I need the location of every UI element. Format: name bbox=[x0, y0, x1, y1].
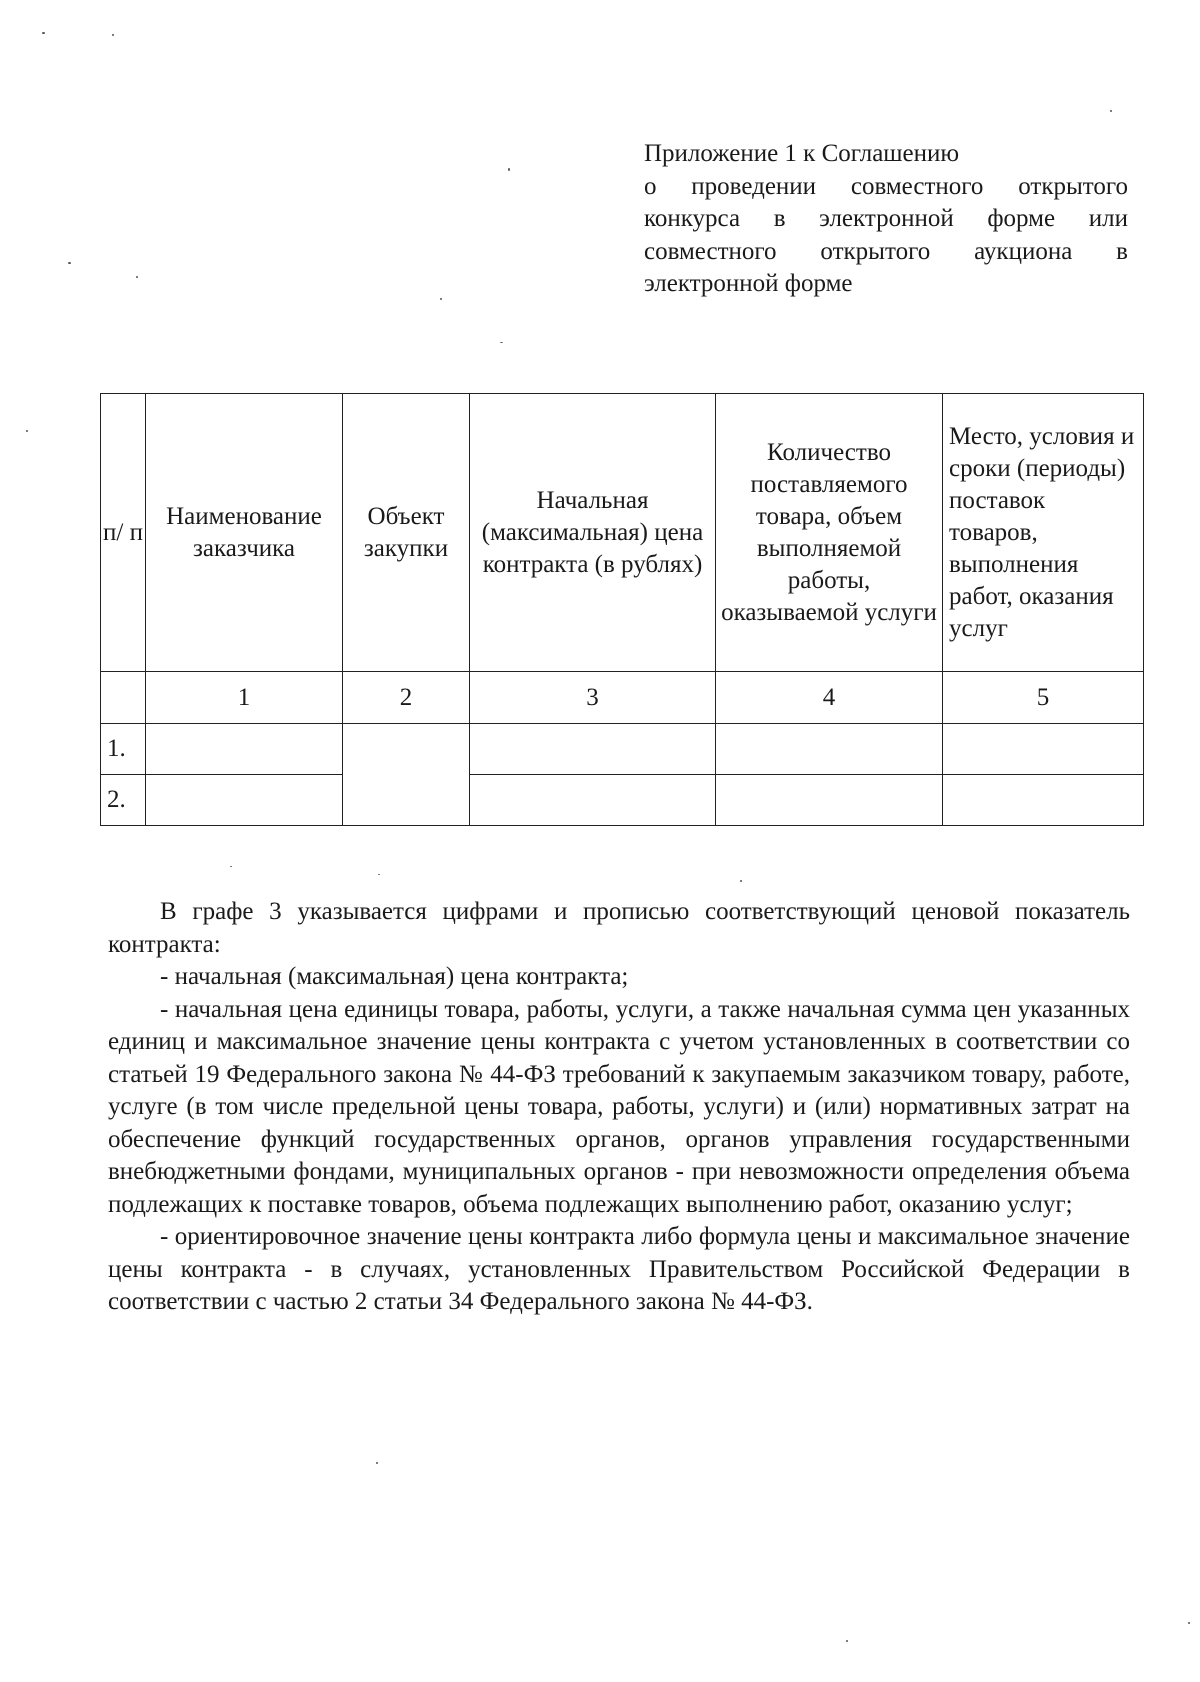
paragraph: - начальная цена единицы товара, работы, услуги, а также начальная сумма цен указанных единиц и максимальное значение цены контракта с учетом установленных в соответствии со статьей 19 Федерального закона № 44-ФЗ требований к закупаемым заказчиком товару, работе, услуге (в том числе предельной цены товара, работы, услуги) и (или) нормативных затрат на обеспечение функций государственных органов, органов управления государственными внебюджетными фондами, муниципальных органов - при невозможности определения объема подлежащих к поставке товаров, объема подлежащих выполнению работ, оказанию услуг; bbox=[108, 995, 1130, 1218]
column-number: 3 bbox=[470, 672, 716, 724]
table-cell bbox=[470, 775, 716, 826]
table-row bbox=[101, 724, 1144, 775]
scan-speck bbox=[376, 1462, 378, 1464]
header-num: п/ п bbox=[101, 394, 146, 672]
table-cell bbox=[470, 724, 716, 775]
table-cell bbox=[716, 724, 943, 775]
table-cell bbox=[146, 775, 343, 826]
scan-speck bbox=[440, 298, 442, 300]
scan-speck bbox=[68, 262, 71, 264]
scan-speck bbox=[1188, 1622, 1190, 1624]
header-quantity: Количество поставляемого товара, объем выполняемой работы, оказываемой услуги bbox=[716, 394, 943, 672]
table-cell bbox=[146, 724, 343, 775]
column-number: 5 bbox=[943, 672, 1144, 724]
table-cell bbox=[943, 724, 1144, 775]
table-cell-merged bbox=[343, 724, 470, 826]
header-object: Объект закупки bbox=[343, 394, 470, 672]
table-cell bbox=[943, 775, 1144, 826]
table-row bbox=[101, 775, 1144, 826]
scan-speck bbox=[230, 866, 232, 867]
column-number-row bbox=[101, 672, 1144, 724]
header-place: Место, условия и сроки (периоды) поставок товаров, выполнения работ, оказания услуг bbox=[943, 394, 1144, 672]
procurement-table bbox=[100, 393, 1144, 826]
appendix-title: Приложение 1 к Соглашению bbox=[644, 140, 960, 167]
table-cell bbox=[716, 775, 943, 826]
scan-speck bbox=[740, 880, 742, 882]
paragraph: - ориентировочное значение цены контракта либо формула цены и максимальное значение цены контракта - в случаях, установленных Правительством Российской Федерации в соответствии с частью 2 статьи 34 Федерального закона № 44-ФЗ. bbox=[108, 1223, 1130, 1315]
scan-speck bbox=[136, 276, 138, 278]
header-customer: Наименование заказчика bbox=[146, 394, 343, 672]
column-number: 1 bbox=[146, 672, 343, 724]
table-header-row bbox=[101, 394, 1144, 672]
row-number: 2. bbox=[101, 775, 146, 826]
column-number: 2 bbox=[343, 672, 470, 724]
scan-speck bbox=[378, 874, 380, 875]
column-number: 4 bbox=[716, 672, 943, 724]
body-text bbox=[108, 896, 1130, 1319]
scan-speck bbox=[500, 342, 503, 343]
paragraph: В графе 3 указывается цифрами и прописью соответствующий ценовой показатель контракта: bbox=[108, 898, 1130, 958]
scan-speck bbox=[846, 1640, 848, 1642]
column-number-empty bbox=[101, 672, 146, 724]
row-number: 1. bbox=[101, 724, 146, 775]
appendix-subtitle: о проведении совместного открытого конкурса в электронной форме или совместного открытого аукциона в электронной форме bbox=[644, 172, 1128, 297]
paragraph: - начальная (максимальная) цена контракта; bbox=[160, 963, 629, 990]
scan-speck bbox=[1110, 110, 1112, 112]
header-price: Начальная (максимальная) цена контракта (в рублях) bbox=[470, 394, 716, 672]
scan-speck bbox=[508, 168, 510, 171]
appendix-header bbox=[644, 138, 1128, 301]
scan-speck bbox=[42, 32, 45, 34]
scan-speck bbox=[112, 34, 114, 36]
scan-speck bbox=[26, 430, 28, 432]
